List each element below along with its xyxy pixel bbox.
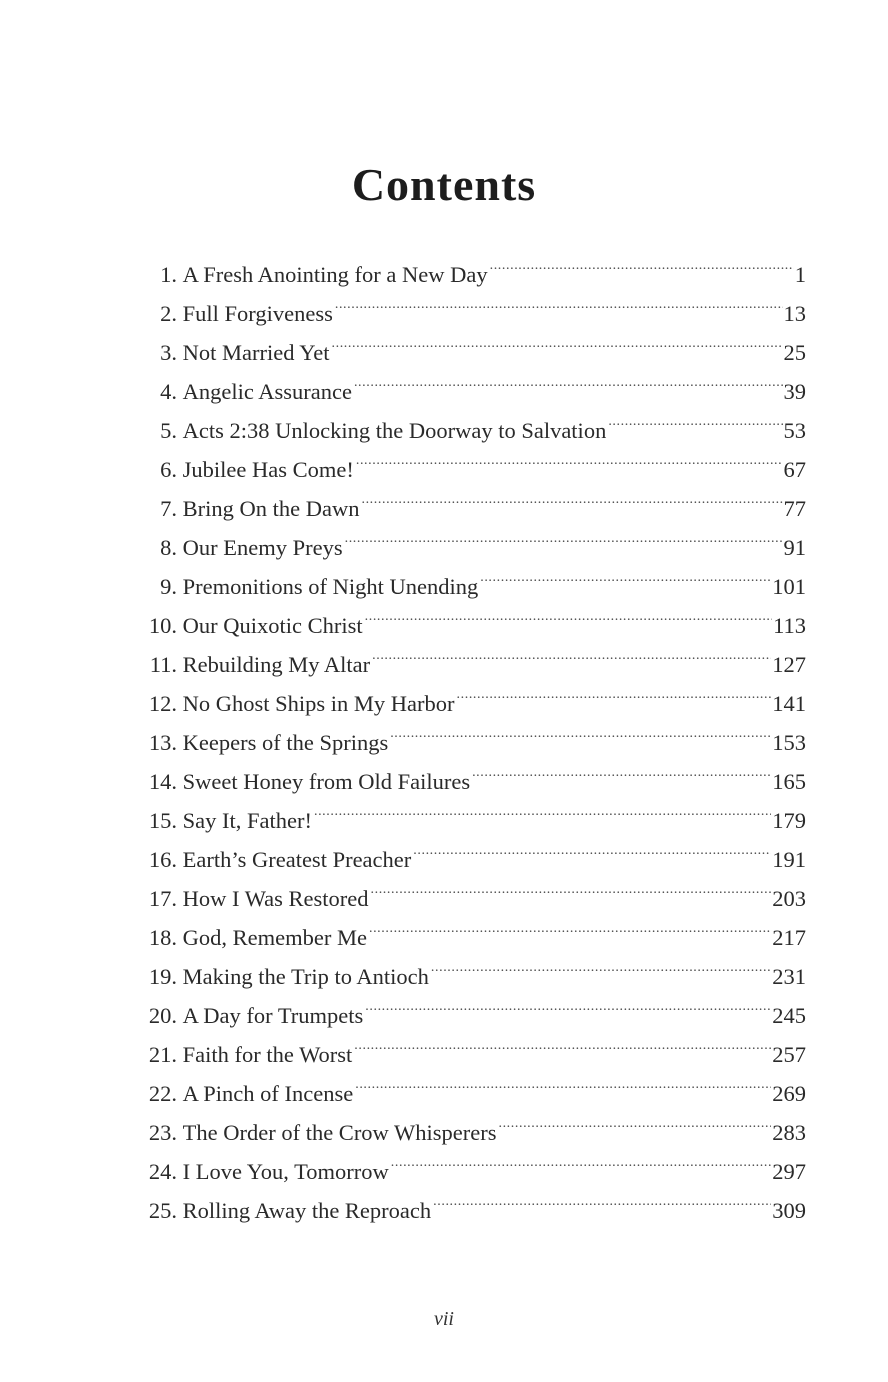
entry-page: 67 <box>783 457 806 482</box>
entry-number: 1. <box>160 262 177 287</box>
dot-leader <box>372 633 771 672</box>
dot-leader <box>345 516 783 555</box>
dot-leader <box>371 867 772 906</box>
dot-leader <box>365 984 771 1023</box>
entry-title: Not Married Yet <box>182 340 330 365</box>
entry-page: 231 <box>772 964 806 989</box>
entry-page: 165 <box>772 769 806 794</box>
entry-number: 7. <box>160 496 177 521</box>
entry-title: Jubilee Has Come! <box>182 457 354 482</box>
entry-page: 127 <box>772 652 806 677</box>
entry-number: 19. <box>148 964 177 989</box>
entry-number: 14. <box>148 769 177 794</box>
entry-page: 1 <box>794 262 806 287</box>
dot-leader <box>457 672 772 711</box>
dot-leader <box>354 360 783 399</box>
entry-title: God, Remember Me <box>182 925 367 950</box>
table-of-contents <box>140 243 806 1223</box>
dot-leader <box>332 321 783 360</box>
entry-page: 179 <box>772 808 806 833</box>
entry-number: 5. <box>160 418 177 443</box>
entry-page: 217 <box>772 925 806 950</box>
dot-leader <box>431 945 771 984</box>
entry-title: Sweet Honey from Old Failures <box>182 769 471 794</box>
dot-leader <box>335 282 783 321</box>
entry-page: 257 <box>772 1042 806 1067</box>
dot-leader <box>413 828 771 867</box>
entry-title: A Fresh Anointing for a New Day <box>182 262 488 287</box>
entry-title: Bring On the Dawn <box>182 496 360 521</box>
entry-number: 2. <box>160 301 177 326</box>
entry-number: 20. <box>148 1003 177 1028</box>
entry-title: The Order of the Crow Whisperers <box>182 1120 497 1145</box>
dot-leader <box>314 789 771 828</box>
dot-leader <box>390 711 771 750</box>
entry-page: 113 <box>773 613 806 638</box>
entry-number: 15. <box>148 808 177 833</box>
entry-page: 25 <box>783 340 806 365</box>
dot-leader <box>391 1140 771 1179</box>
page-number: vii <box>434 1308 454 1330</box>
entry-number: 23. <box>148 1120 177 1145</box>
entry-number: 8. <box>160 535 177 560</box>
entry-page: 269 <box>772 1081 806 1106</box>
entry-number: 13. <box>148 730 177 755</box>
entry-title: Acts 2:38 Unlocking the Doorway to Salvation <box>182 418 607 443</box>
entry-page: 191 <box>772 847 806 872</box>
entry-number: 3. <box>160 340 177 365</box>
dot-leader <box>608 399 782 438</box>
entry-title: Rolling Away the Reproach <box>182 1198 432 1223</box>
entry-title: Faith for the Worst <box>182 1042 353 1067</box>
entry-number: 11. <box>149 652 177 677</box>
entry-page: 141 <box>772 691 806 716</box>
dot-leader <box>490 243 794 282</box>
dot-leader <box>355 1062 771 1101</box>
dot-leader <box>498 1101 771 1140</box>
entry-page: 91 <box>783 535 806 560</box>
entry-page: 283 <box>772 1120 806 1145</box>
entry-page: 297 <box>772 1159 806 1184</box>
page-title: Contents <box>351 158 537 210</box>
entry-title: Our Enemy Preys <box>182 535 343 560</box>
entry-title: Say It, Father! <box>182 808 312 833</box>
entry-number: 18. <box>148 925 177 950</box>
dot-leader <box>356 438 783 477</box>
entry-number: 10. <box>148 613 177 638</box>
entry-page: 13 <box>783 301 806 326</box>
entry-number: 9. <box>160 574 177 599</box>
entry-page: 39 <box>783 379 806 404</box>
entry-page: 203 <box>772 886 806 911</box>
toc-entry[interactable] <box>140 243 806 287</box>
entry-page: 77 <box>783 496 806 521</box>
dot-leader <box>354 1023 771 1062</box>
entry-number: 22. <box>148 1081 177 1106</box>
entry-title: No Ghost Ships in My Harbor <box>182 691 455 716</box>
entry-title: Our Quixotic Christ <box>182 613 363 638</box>
entry-number: 6. <box>160 457 177 482</box>
entry-page: 53 <box>783 418 806 443</box>
entry-number: 4. <box>160 379 177 404</box>
dot-leader <box>480 555 771 594</box>
entry-title: I Love You, Tomorrow <box>182 1159 389 1184</box>
entry-title: How I Was Restored <box>182 886 369 911</box>
entry-page: 309 <box>772 1198 806 1223</box>
entry-page: 245 <box>772 1003 806 1028</box>
entry-number: 12. <box>148 691 177 716</box>
entry-number: 16. <box>148 847 177 872</box>
dot-leader <box>472 750 771 789</box>
entry-title: A Pinch of Incense <box>182 1081 354 1106</box>
entry-title: Premonitions of Night Unending <box>182 574 479 599</box>
dot-leader <box>433 1179 771 1218</box>
entry-page: 153 <box>772 730 806 755</box>
entry-number: 17. <box>148 886 177 911</box>
entry-title: Earth’s Greatest Preacher <box>182 847 412 872</box>
entry-number: 21. <box>148 1042 177 1067</box>
entry-title: Keepers of the Springs <box>182 730 389 755</box>
entry-title: Rebuilding My Altar <box>182 652 371 677</box>
entry-title: Angelic Assurance <box>182 379 352 404</box>
entry-title: Full Forgiveness <box>182 301 333 326</box>
entry-title: Making the Trip to Antioch <box>182 964 429 989</box>
entry-title: A Day for Trumpets <box>182 1003 364 1028</box>
entry-number: 24. <box>148 1159 177 1184</box>
dot-leader <box>369 906 771 945</box>
dot-leader <box>365 594 772 633</box>
entry-page: 101 <box>772 574 806 599</box>
dot-leader <box>361 477 782 516</box>
entry-number: 25. <box>148 1198 177 1223</box>
